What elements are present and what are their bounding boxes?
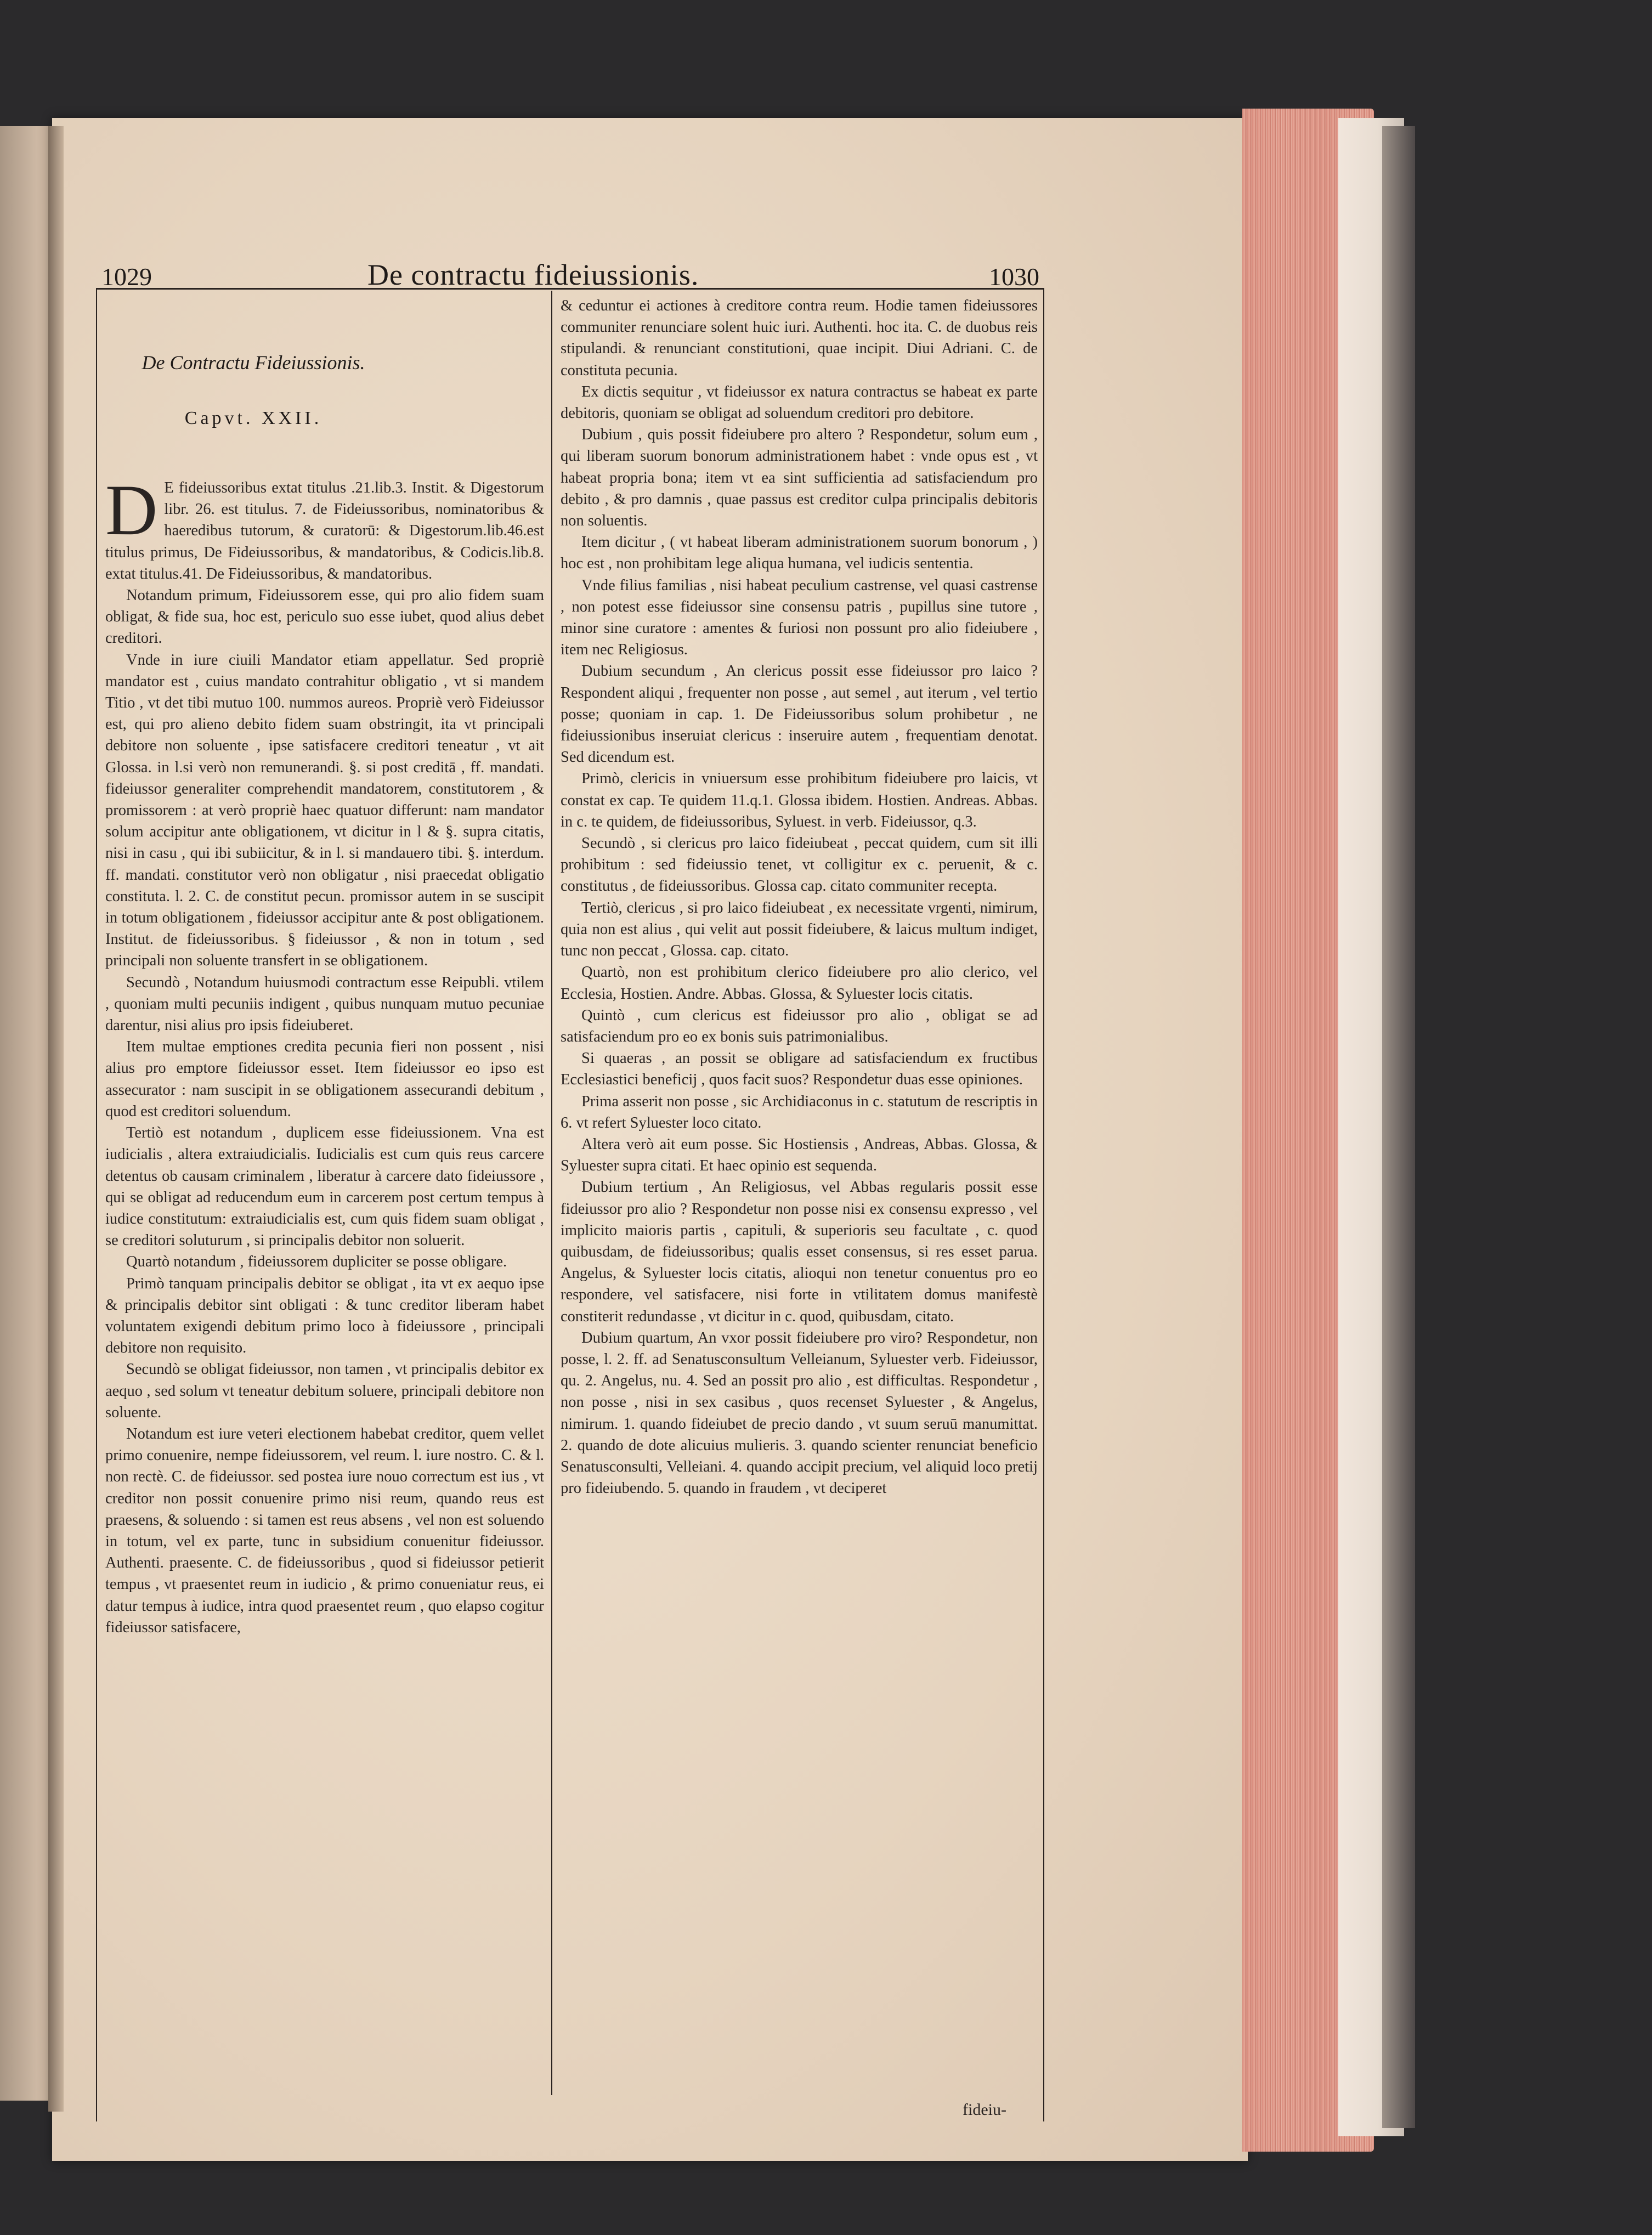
paragraph: Si quaeras , an possit se obligare ad satisfaciendum ex fructibus Ecclesiastici beneficij , quos facit suos? Respondetur duas esse opiniones. — [561, 1050, 1038, 1089]
paragraph: Quartò notandum , fideiussorem dupliciter se posse obligare. — [126, 1253, 507, 1271]
paragraph: Item dicitur , ( vt habeat liberam administrationem suorum bonorum , ) hoc est , non prohibitam lege aliqua humana, vel iudicis sententia. — [561, 534, 1038, 573]
paragraph: Quartò, non est prohibitum clerico fideiubere pro alio clerico, vel Ecclesia, Hostien. Andre. Abbas. Glossa, & Syluester locis citatis. — [561, 964, 1038, 1003]
page-number-left: 1029 — [101, 263, 152, 291]
paragraph: Prima asserit non posse , sic Archidiaconus in c. statutum de rescriptis in 6. vt refert Syluester loco citato. — [561, 1093, 1038, 1131]
paragraph: Notandum est iure veteri electionem habebat creditor, quem vellet primo conuenire, nempe fideiussorem, vel reum. l. iure nostro. C. & l. non rectè. C. de fideiussor. sed postea iure nouo correctum est ius , vt creditor non possit conuenire primo nisi reum, quando reus est praesens, & soluendo : si tamen est reus absens , vel non est soluendo in totum, vel ex parte, tunc in subsidium conuenitur fideiussor. Authenti. praesente. C. de fideiussoribus , quod si fideiussor petierit tempus , vt praesentet reum in iudicio , & primo conueniatur reus, ei datur tempus à iudice, intra quod praesentet reum , quo elapso cogitur fideiussor satisfacere, — [105, 1425, 544, 1636]
paragraph: Vnde filius familias , nisi habeat peculium castrense, vel quasi castrense , non potest esse fideiussor sine consensu patris , pupillus sine tutore , minor sine curatore : amentes & furiosi non possunt pro alio fideiubere , item nec Religiosus. — [561, 576, 1038, 659]
chapter-heading — [105, 351, 544, 429]
catchword: fideiu- — [963, 2101, 1006, 2119]
paragraph: Tertiò est notandum , duplicem esse fideiussionem. Vna est iudicialis , altera extraiudicialis. Iudicialis est cum quis reus carcere detentus ob causam criminalem , liberatur à carcere dato fideiussore , qui se obligat ad reducendum eum in carcerem post certum tempus à iudice constitutum: extraiudicialis est, cum quis fidem suam obligat , se creditori soluturum , si principalis debitor non soluerit. — [105, 1124, 544, 1249]
paragraph: & ceduntur ei actiones à creditore contra reum. Hodie tamen fideiussores communiter renunciare solent huic iuri. Authenti. hoc ita. C. de duobus reis stipulandi. & renunciant constitutioni, quae incipit. Diui Adriani. C. de constituta pecunia. — [561, 297, 1038, 379]
paragraph: Item multae emptiones credita pecunia fieri non possent , nisi alius pro emptore fideiussor esset. Item fideiussor eo ipso est assecurator : nam suscipit in se obligationem assecurandi debitum , quod est creditori soluendum. — [105, 1038, 544, 1120]
paragraph: Primò tanquam principalis debitor se obligat , ita vt ex aequo ipse & principalis debitor sint obligati : & tunc creditor liberam habet voluntatem exigendi debitum primo loco à fideiussore , principali debitore non requisito. — [105, 1275, 544, 1357]
paragraph: Dubium quartum, An vxor possit fideiubere pro viro? Respondetur, non posse, l. 2. ff. ad Senatusconsultum Velleianum, Syluester verb. Fideiussor, qu. 2. Angelus, nu. 4. Sed an possit pro alio , est difficultas. Respondetur , non posse , nisi in sex casibus , quos recenset Syluester , & Angelus, nimirum. 1. quando fideiubet de precio dando , vt suum seruū manumittat. 2. quando de dote alicuius mulieris. 3. quando scienter renunciat beneficio Senatusconsulti, Velleiani. 4. quando accipit precium, vel aliquid loco pretij pro fideiubendo. 5. quando in fraudem , vt deciperet — [561, 1329, 1038, 1497]
chapter-number: Capvt. XXII. — [184, 408, 323, 428]
column-rule — [551, 291, 552, 2095]
paragraph: Altera verò ait eum posse. Sic Hostiensis , Andreas, Abbas. Glossa, & Syluester supra citati. Et haec opinio est sequenda. — [561, 1135, 1038, 1175]
page-header — [96, 258, 1053, 291]
chapter-title: De Contractu Fideiussionis. — [142, 352, 365, 374]
paragraph: Quintò , cum clericus est fideiussor pro alio , obligat se ad satisfaciendum pro eo ex bonis suis patrimonialibus. — [561, 1006, 1038, 1045]
paragraph: Dubium secundum , An clericus possit esse fideiussor pro laico ? Respondent aliqui , frequenter non posse , aut semel , aut iterum , vel tertio posse; quoniam in cap. 1. De Fideiussoribus solum prohibetur , ne fideiussionibus inseruiat clericus : inseruire autem , frequentiam denotat. Sed dicendum est. — [561, 663, 1038, 766]
right-column — [561, 295, 1038, 2100]
paragraph: D E fideiussoribus extat titulus .21.lib.3. Instit. & Digestorum libr. 26. est titulus. 7. de Fideiussoribus, nominatoribus & haeredibus tutorum, & curatorū: & Digestorum.lib.46.est titulus primus, De Fideiussoribus, & mandatoribus, & Codicis.lib.8. extat titulus.41. De Fideiussoribus, & mandatoribus. — [105, 477, 544, 582]
paragraph: Secundò , si clericus pro laico fideiubeat , peccat quidem, cum sit illi prohibitum : sed fideiussio tenet, vt colligitur ex c. peruenit, & c. constitutus , de fideiussoribus. Glossa cap. citato communiter recepta. — [561, 835, 1038, 895]
paragraph: Vnde in iure ciuili Mandator etiam appellatur. Sed propriè mandator est , cuius mandato contrahitur obligatio , vt si mandem Titio , vt det tibi mutuo 100. nummos aureos. Propriè verò Fideiussor est, qui pro alieno debito fidem suam obstringit, ita vt principali debitore non soluente , ipse satisfacere creditori teneatur , vt ait Glossa. in l.si verò non remunerandi. §. si post creditā , ff. mandati. fideiussor generaliter comprehendit mandatorem, constitutorem , & promissorem : at verò propriè haec quatuor differunt: nam mandator solum accipitur ante obligationem, vt dicitur in l & §. supra citatis, nisi in casu , qui ibi subiicitur, & in l. si mandauero tibi. §. interdum. ff. mandati. constitutor verò non obligatur , nisi praecedat obligatio constituta. l. 2. C. de constitut pecun. promissor autem in se suscipit in totum obligationem , fideiussor accipitur ante & post obligationem. Institut. de fideiussoribus. § fideiussor , & non in totum , sed principali non soluente transfert in se obligationem. — [105, 651, 544, 970]
paragraph: Ex dictis sequitur , vt fideiussor ex natura contractus se habeat ex parte debitoris, quoniam se obligat ad soluendum creditori pro debitore. — [561, 383, 1038, 422]
paragraph: Tertiò, clericus , si pro laico fideiubeat , ex necessitate vrgenti, nimirum, quia non est alius , qui velit aut possit fideiubere, & laicus multum indiget, tunc non peccat , Glossa. cap. citato. — [561, 899, 1038, 960]
paragraph: Dubium , quis possit fideiubere pro altero ? Respondetur, solum eum , qui liberam suorum bonorum administrationem habet : vnde opus est , vt habeat propria bona; item vt ea sint sufficientia ad satisfaciendum pro debito , & pro damnis , quae passus est creditor culpa principalis debitoris non soluentis. — [561, 426, 1038, 530]
left-column — [105, 477, 544, 2101]
paragraph: Secundò , Notandum huiusmodi contractum esse Reipubli. vtilem , quoniam multi pecuniis indigent , quibus nunquam mutuo pecuniae darentur, nisi alius pro ipsis fideiuberet. — [105, 974, 544, 1034]
drop-cap: D — [105, 477, 158, 550]
running-title: De contractu fideiussionis. — [367, 258, 699, 291]
paragraph: Primò, clericis in vniuersum esse prohibitum fideiubere pro laicis, vt constat ex cap. Te quidem 11.q.1. Glossa ibidem. Hostien. Andreas. Abbas. in c. te quidem, de fideiussoribus, Syluest. in verb. Fideiussor, q.3. — [561, 770, 1038, 830]
paragraph: Secundò se obligat fideiussor, non tamen , vt principalis debitor ex aequo , sed solum vt teneatur debitum soluere, principali debitore non soluente. — [105, 1361, 544, 1421]
page-number-right: 1030 — [989, 263, 1039, 291]
binding-edge — [1382, 126, 1415, 2128]
paragraph: Dubium tertium , An Religiosus, vel Abbas regularis possit esse fideiussor pro alio ? Respondetur non posse nisi ex consensu expresso , vel implicito maioris partis , capituli, & superioris seu facultate , c. quod quibusdam, de fideiussoribus; qualis esset consensus, si res esset parua. Angelus, & Syluester locis citatis, alioqui non tenetur conuentus pro eo respondere, vel satisfacere, nisi forte in vtilitatem domus manifestè constiterit redundasse , vt dicitur in c. quod, quibusdam, citato. — [561, 1179, 1038, 1325]
paragraph: Notandum primum, Fideiussorem esse, qui pro alio fidem suam obligat, & fide sua, hoc est, periculo suo esse iubet, quod alius debet creditori. — [105, 587, 544, 647]
